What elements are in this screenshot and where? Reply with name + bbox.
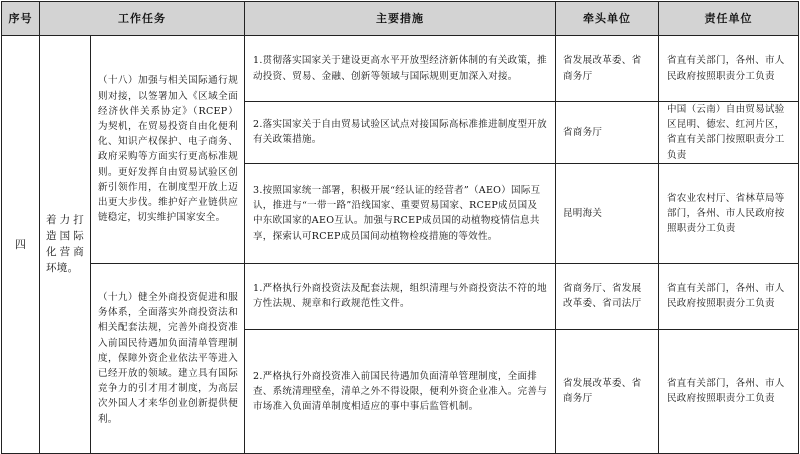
measure-19-1: 1.严格执行外商投资法及配套法规，组织清理与外商投资法不符的地方性法规、规章和行政规范性文件。 [245,263,556,329]
resp-18-2: 中国（云南）自由贸易试验区昆明、德宏、红河片区，省直有关部门按照职责分工负责 [659,102,799,164]
resp-19-1: 省直有关部门，各州、市人民政府按照职责分工负责 [659,263,799,329]
policy-table [1,1,799,454]
measure-18-3: 3.按照国家统一部署，积极开展“经认证的经营者”（AEO）国际互认，推进与“一带一路”沿线国家、重要贸易国家、RCEP成员国及中东欧国家的AEO互认。加强与RCEP成员国的动植物疫情信息共享，探索认可RCEP成员国间动植物检疫措施的等效性。 [245,163,556,263]
task-18: （十八）加强与相关国际通行规则对接，以签署加入《区域全面经济伙伴关系协定》（RCEP）为契机，在贸易投资自由化便利化、知识产权保护、电子商务、政府采购等方面实行更高标准规则。更好发挥自由贸易试验区创新引领作用，在制度型开放上迈出更大步伐。维护好产业链供应链稳定，切实维护国家安全。 [91,36,245,264]
header-resp: 责任单位 [659,2,799,36]
task-19: （十九）健全外商投资促进和服务体系，全面落实外商投资法和相关配套法规，完善外商投资准入前国民待遇加负面清单管理制度，保障外资企业依法平等进入已经开放的领域。建立具有国际竞争力的引才用才制度，为高层次外国人才来华创业创新提供便利。 [91,263,245,453]
header-lead: 牵头单位 [556,2,659,36]
section-category: 着力打造国际化营商环境。 [40,36,91,454]
lead-18-2: 省商务厅 [556,102,659,164]
header-seq: 序号 [2,2,40,36]
table-row [2,263,799,329]
header-task: 工作任务 [40,2,245,36]
lead-18-1: 省发展改革委、省商务厅 [556,36,659,102]
resp-18-3: 省农业农村厅、省林草局等部门，各州、市人民政府按照职责分工负责 [659,163,799,263]
lead-18-3: 昆明海关 [556,163,659,263]
measure-18-2: 2.落实国家关于自由贸易试验区试点对接国际高标准推进制度型开放有关政策措施。 [245,102,556,164]
header-row [2,2,799,36]
measure-18-1: 1.贯彻落实国家关于建设更高水平开放型经济新体制的有关政策，推动投资、贸易、金融、创新等领域与国际规则更加深入对接。 [245,36,556,102]
resp-18-1: 省直有关部门，各州、市人民政府按照职责分工负责 [659,36,799,102]
resp-19-2: 省直有关部门，各州、市人民政府按照职责分工负责 [659,329,799,453]
table-row [2,36,799,102]
lead-19-1: 省商务厅、省发展改革委、省司法厅 [556,263,659,329]
header-measure: 主要措施 [245,2,556,36]
measure-19-2: 2.严格执行外商投资准入前国民待遇加负面清单管理制度，全面排查、系统清理壁垒，清单之外不得设限，便利外资企业准入。完善与市场准入负面清单制度相适应的事中事后监管机制。 [245,329,556,453]
section-number: 四 [2,36,40,454]
lead-19-2: 省发展改革委、省商务厅 [556,329,659,453]
